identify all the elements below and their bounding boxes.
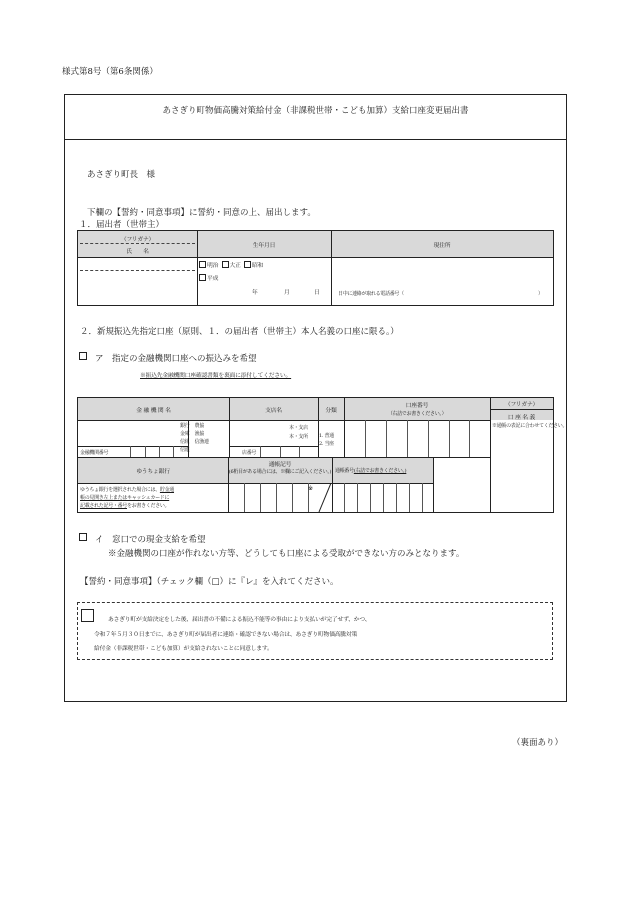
option-i-note: ※金融機関の口座が作れない方等、どうしても口座による受取ができない方のみとなります。 [108,549,465,559]
branch-header: 支店名 [265,408,282,414]
option-i-checkbox[interactable] [79,533,87,541]
section2-heading: ２．新規振込先指定口座（原則、１．の届出者（世帯主）本人名義の口座に限る。） [80,327,399,337]
phone-label: 日中に連絡が取れる電話番号（ [338,291,404,297]
intro-text: 下欄の【誓約・同意事項】に誓約・同意の上、届出します。 [87,208,316,218]
form-title: あさぎり町物価高騰対策給付金（非課税世帯・こども加算）支給口座変更届出書 [162,106,469,116]
account-type-options: 1. 普通 2. 当座 [319,433,334,447]
addressee: あさぎり町長 様 [87,170,156,180]
passbook-symbol-cells[interactable] [228,483,332,512]
furigana-label: （フリガナ） [120,237,155,243]
era-showa-checkbox[interactable] [244,261,251,268]
phone-close: ） [538,291,543,297]
dob-label: 生年月日 [252,243,276,249]
month-label: 月 [284,290,290,296]
bank-type-list: 銀行 農協 金庫 漁協 信組 信漁連 信連 [180,423,209,453]
holder-furigana: （フリガナ） [504,402,539,408]
title-divider [64,139,567,140]
era-options: 明治 大正 昭和 [199,260,263,269]
name-label: 氏 名 [126,249,149,255]
pledge-heading: 【誓約・同意事項】（チェック欄（□）に『レ』を入れてください。 [80,577,339,587]
passbook-symbol-header: 通帳記号 [268,462,292,468]
era-taisho-checkbox[interactable] [222,261,229,268]
passbook-symbol-note: (6桁目がある場合には、※欄にご記入ください。) [228,469,332,475]
address-label: 現住所 [433,243,451,249]
account-number-cells[interactable] [344,420,490,457]
holder-header: 口 座 名 義 [507,415,536,421]
era-heisei-checkbox[interactable] [199,274,206,281]
reverse-side-note: （裏面あり） [512,738,564,748]
form-number: 様式第8号（第6条関係） [62,67,158,77]
bank-name-header: 金 融 機 関 名 [136,408,171,414]
branch-code-cells[interactable] [260,446,319,457]
option-a-label: ア 指定の金融機関口座への振込みを希望 [95,354,257,364]
passbook-number-header: 通帳番号(右詰でお書きください。) [335,468,407,474]
account-number-note: （右詰でお書きください。） [387,411,447,417]
option-a-checkbox[interactable] [79,352,87,360]
option-i-label: イ 窓口での現金支給を希望 [95,535,206,545]
section1-heading: １．届出者（世帯主） [79,220,165,230]
bank-code-label: 金融機関番号 [80,450,109,456]
asterisk-mark: ※ [308,486,313,492]
era-meiji-checkbox[interactable] [199,261,206,268]
account-number-header: 口座番号 [405,403,429,409]
day-label: 日 [314,290,320,296]
yucho-header: ゆうちょ銀行 [136,469,170,475]
yucho-instructions: ゆうちょ銀行を選択された場合には、貯金通 帳の見開き左上またはキャッシュカードに 記載された記号・番号をお書きください。 [80,487,175,509]
branch-number-label: 店番号 [242,450,257,456]
pledge-checkbox[interactable] [81,609,94,622]
year-label: 年 [252,290,258,296]
holder-note: ※通帳の表記に合わせてください。 [492,423,568,429]
pledge-line-1: あさぎり町が支給決定をした後、届出書の不備による振込不能等の事由により支払いが完了せず、かつ、 [108,617,371,623]
application-form-page: 様式第8号（第6条関係） あさぎり町物価高騰対策給付金（非課税世帯・こども加算）支給口座変更届出書 あさぎり町長 様 下欄の【誓約・同意事項】に誓約・同意の上、届出します。 １．届出者（世帯主） （フリガナ） 氏 名 生年月日 現住所 明治 大正 昭和 平成 年 月 日 日中に連絡が取れる電話番号（ ） ２．新規振込先指定口座（原則、１．の届出者（世帯主）本人名義の口座に限る。） ア 指定の金融機関口座への振込みを希望 ※振込先金融機関口座確認書類を裏面に添付してください。 金 融 機 関 名 支店名 分類 口座番号 （右詰でお書きください。） （フリガナ） 口 座 名 義 ※通帳の表記に合わせてください。 銀行 農協 金庫 漁協 信組 信漁連 信連 本・支店 本・支所 金融機関番号 店番号 1. 普通 2. 当座 ゆうちょ銀行 通帳記号 (6桁目がある場合には、※欄にご記入ください。) 通帳番号(右詰でお書きください。) ※ ゆうちょ銀行を選択された場合には、貯金通 帳の見開き左上またはキャッシュカードに 記載された記号・番号をお書きください。 イ 窓口での現金支給を希望 ※金融機関の口座が作れない方等、どうしても口座による受取ができない方のみとなります。 【誓約・同意事項】（チェック欄（□）に『レ』を入れてください。 あさぎり町が支給決定をした後、届出書の不備による振込不能等の事由により支払いが完了せず、かつ、 令和７年５月３０日までに、あさぎり町が届出者に連絡・確認できない場合は、あさぎり町物価高騰対策 給付金（非課税世帯・こども加算）が支給されないことに同意します。 （裏面あり） [62,67,568,748]
branch-type-list: 本・支店 本・支所 [289,425,308,440]
pledge-line-3: 給付金（非課税世帯・こども加算）が支給されないことに同意します。 [94,646,273,652]
pledge-line-2: 令和７年５月３０日までに、あさぎり町が届出者に連絡・確認できない場合は、あさぎり町物価高騰対策 [94,632,358,638]
type-header: 分類 [325,408,337,414]
diagonal-slash [318,483,332,512]
passbook-number-cells[interactable] [332,483,433,512]
option-a-note: ※振込先金融機関口座確認書類を裏面に添付してください。 [140,373,292,379]
